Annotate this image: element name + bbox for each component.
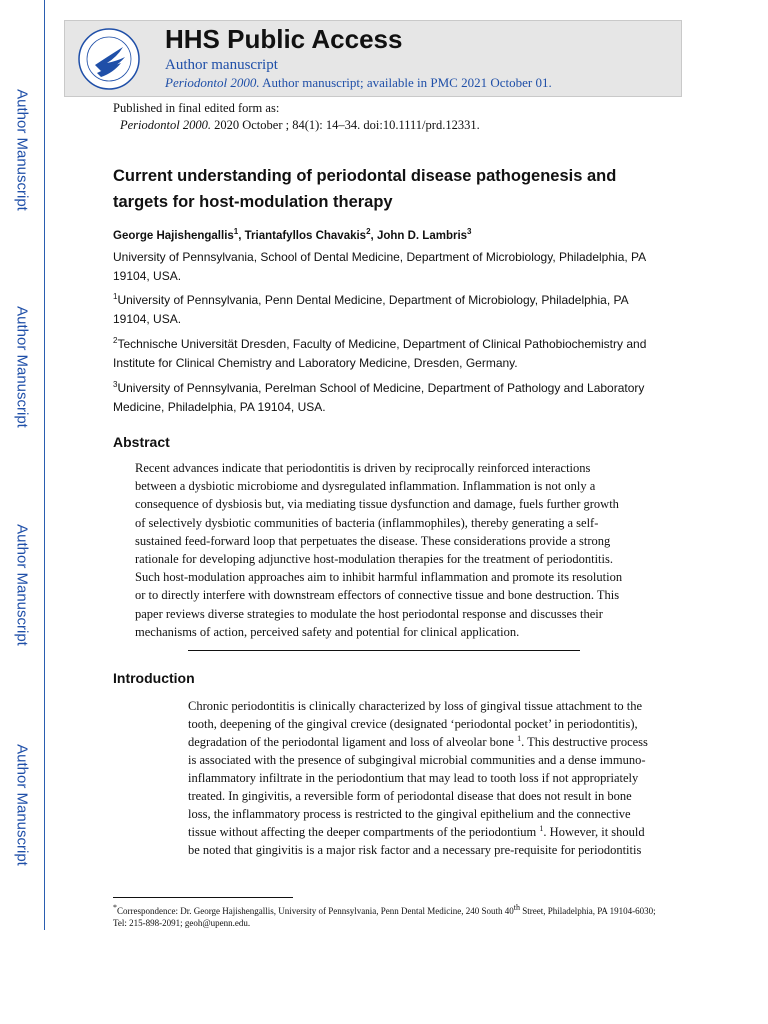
author-name: George Hajishengallis — [113, 230, 234, 242]
introduction-heading: Introduction — [113, 670, 195, 686]
reference-link[interactable]: 1 — [517, 733, 522, 743]
sidebar-label: Author Manuscript — [13, 744, 31, 866]
hhs-logo-icon — [77, 27, 141, 91]
published-label: Published in final edited form as: — [113, 101, 280, 115]
author-name: Triantafyllos Chavakis — [244, 230, 367, 242]
divider — [188, 650, 580, 651]
citation — [113, 117, 480, 134]
abstract-heading: Abstract — [113, 434, 170, 450]
author-sup: 3 — [467, 227, 472, 237]
introduction-text: Chronic periodontitis is clinically characterized by loss of gingival tissue attachment to the tooth, deepening of the gingival crevice (designated ‘periodontal pocket’ in periodontitis), degradation of the periodontal ligament and loss of alveolar bone $^1$. This destructive process is associated with the presence of subgingival microbial communities and a dense immuno-inflammatory infiltrate in the periodontium that may lead to tooth loss if not appropriately treated. In gingivitis, a reversible form of periodontal disease that does not result in bone loss, the inflammatory process is restricted to the gingival epithelium and the connective tissue without affecting the deeper compartments of the periodontium $^1$. However, it should be noted that gingivitis is a major risk factor and a necessary pre-requisite for periodontitis — [188, 699, 648, 857]
author-sup: 1 — [233, 227, 239, 237]
availability-text: Author manuscript; available in PMC 2021 October 01. — [262, 75, 552, 90]
journal-name: Periodontol 2000. — [165, 75, 260, 90]
sidebar-label: Author Manuscript — [13, 306, 31, 428]
author-name: John D. Lambris — [376, 230, 468, 242]
hhs-header — [64, 20, 682, 97]
affiliation-2: $^2$Technische Universität Dresden, Faculty of Medicine, Department of Clinical Pathobiochemistry and Institute for Clinical Chemistry and Laboratory Medicine, Dresden, Germany. — [113, 336, 647, 370]
hhs-title: HHS Public Access — [165, 24, 403, 54]
author-manuscript-label: Author manuscript — [165, 57, 278, 73]
author-sup: 2 — [366, 227, 371, 237]
journal-availability — [165, 75, 552, 91]
citation-details: 2020 October ; 84(1): 14–34. doi:10.1111/prd.12331. — [214, 118, 480, 132]
affiliation-1: $^1$University of Pennsylvania, Penn Dental Medicine, Department of Microbiology, Philadelphia, PA 19104, USA. — [113, 292, 628, 326]
affiliation-3: $^3$University of Pennsylvania, Perelman School of Medicine, Department of Pathology and Laboratory Medicine, Philadelphia, PA 19104, USA. — [113, 380, 645, 414]
affiliation-main: University of Pennsylvania, School of Dental Medicine, Department of Microbiology, Philadelphia, PA 19104, USA. — [113, 250, 646, 283]
sidebar-label: Author Manuscript — [13, 89, 31, 211]
author-list: George Hajishengallis$^1$, Triantafyllos Chavakis$^2$, John D. Lambris$^3$ — [113, 227, 472, 242]
abstract-text: Recent advances indicate that periodontitis is driven by reciprocally reinforced interactions between a dysbiotic microbiome and dysregulated inflammation. Inflammation is not only a consequence of dysbiosis but, via mediating tissue dysfunction and damage, fuels further growth of selectively dysbiotic communities of bacteria (inflammophiles), thereby generating a self-sustained feed-forward loop that perpetuates the disease. These considerations provide a strong rationale for developing adjunctive host-modulation therapies for the treatment of periodontitis. Such host-modulation approaches aim to inhibit harmful inflammation and promote its resolution or to directly interfere with downstream effectors of connective tissue and bone destruction. This paper reviews diverse strategies to modulate the host periodontal response and discusses their mechanisms of action, perceived safety and potential for clinical application. — [135, 461, 623, 639]
footnote-divider — [113, 897, 293, 898]
author-manuscript-sidebar — [0, 0, 45, 930]
sidebar-label: Author Manuscript — [13, 524, 31, 646]
citation-journal: Periodontol 2000. — [120, 118, 211, 132]
article-title: Current understanding of periodontal disease pathogenesis and targets for host-modulation therapy — [113, 167, 617, 211]
published-in — [113, 100, 480, 134]
reference-link[interactable]: 1 — [539, 823, 544, 833]
correspondence-footnote: *Correspondence: Dr. George Hajishengallis, University of Pennsylvania, Penn Dental Medicine, 240 South 40th Street, Philadelphia, PA 19104-6030; Tel: 215-898-2091; geoh@upenn.edu. — [113, 903, 656, 928]
